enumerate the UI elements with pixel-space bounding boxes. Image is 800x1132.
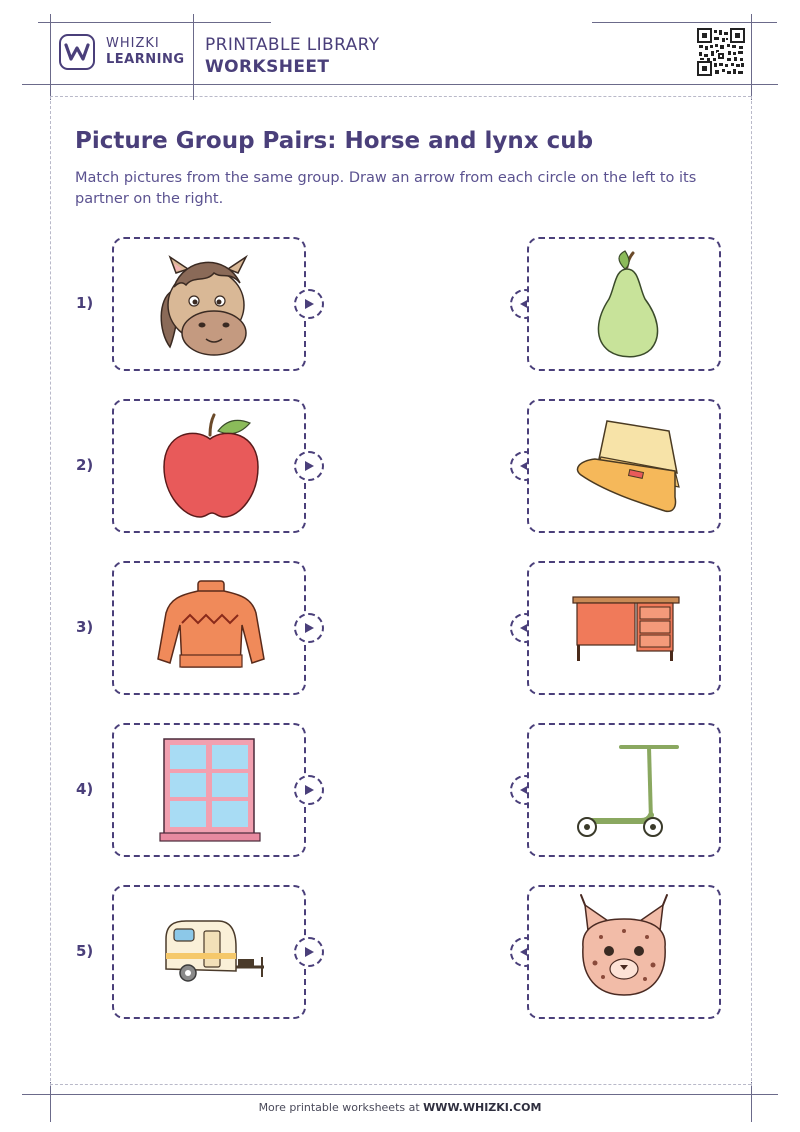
row-number-4: 4) [76, 780, 94, 798]
horse-icon [114, 239, 304, 369]
frame-header-bottom [22, 84, 778, 85]
left-card-apple [112, 399, 306, 533]
frame-footer-top [22, 1094, 778, 1095]
arrow-right-icon [303, 946, 315, 958]
pear-icon [529, 239, 719, 369]
header-title [205, 34, 380, 78]
worksheet-instructions: Match pictures from the same group. Draw an arrow from each circle on the left to its partner on the right. [75, 170, 697, 207]
frame-top-right [592, 22, 777, 23]
left-card-horse [112, 237, 306, 371]
arrow-right-icon [303, 622, 315, 634]
left-connector-5[interactable] [294, 937, 324, 967]
left-connector-3[interactable] [294, 613, 324, 643]
frame-dashed-bottom [50, 1084, 751, 1085]
left-connector-4[interactable] [294, 775, 324, 805]
right-card-scooter [527, 723, 721, 857]
frame-right-top [751, 14, 752, 100]
frame-dashed-right [751, 96, 752, 1086]
footer [0, 1101, 800, 1114]
footer-link[interactable]: WWW.WHIZKI.COM [423, 1101, 542, 1114]
frame-top-left [38, 22, 271, 23]
left-connector-1[interactable] [294, 289, 324, 319]
row-number-1: 1) [76, 294, 94, 312]
left-card-sweater [112, 561, 306, 695]
left-card-window [112, 723, 306, 857]
right-card-pear [527, 237, 721, 371]
sweater-icon [114, 563, 304, 693]
row-number-2: 2) [76, 456, 94, 474]
header-line2: WORKSHEET [205, 57, 330, 77]
arrow-right-icon [303, 460, 315, 472]
frame-dashed-top [50, 96, 751, 97]
camper-icon [114, 887, 304, 1017]
row-number-3: 3) [76, 618, 94, 636]
footer-prefix: More printable worksheets at [258, 1101, 424, 1114]
hat-icon [529, 401, 719, 531]
brand-logo [59, 34, 95, 70]
w-logo-icon [64, 42, 90, 62]
right-card-lynx-cub [527, 885, 721, 1019]
frame-dashed-left [50, 96, 51, 1086]
window-icon [114, 725, 304, 855]
brand-name [106, 36, 185, 68]
apple-icon [114, 401, 304, 531]
arrow-right-icon [303, 298, 315, 310]
brand-line1: WHIZKI [106, 36, 160, 51]
right-card-hat [527, 399, 721, 533]
row-number-5: 5) [76, 942, 94, 960]
header-line1: PRINTABLE LIBRARY [205, 35, 380, 55]
brand-line2: LEARNING [106, 52, 185, 67]
scooter-icon [529, 725, 719, 855]
left-connector-2[interactable] [294, 451, 324, 481]
right-card-desk [527, 561, 721, 695]
frame-divider [193, 14, 194, 100]
lynx-cub-icon [529, 887, 719, 1017]
qr-code-icon [697, 28, 745, 76]
arrow-right-icon [303, 784, 315, 796]
desk-icon [529, 563, 719, 693]
frame-left-top [50, 14, 51, 100]
left-card-camper [112, 885, 306, 1019]
worksheet-title: Picture Group Pairs: Horse and lynx cub [75, 128, 594, 154]
